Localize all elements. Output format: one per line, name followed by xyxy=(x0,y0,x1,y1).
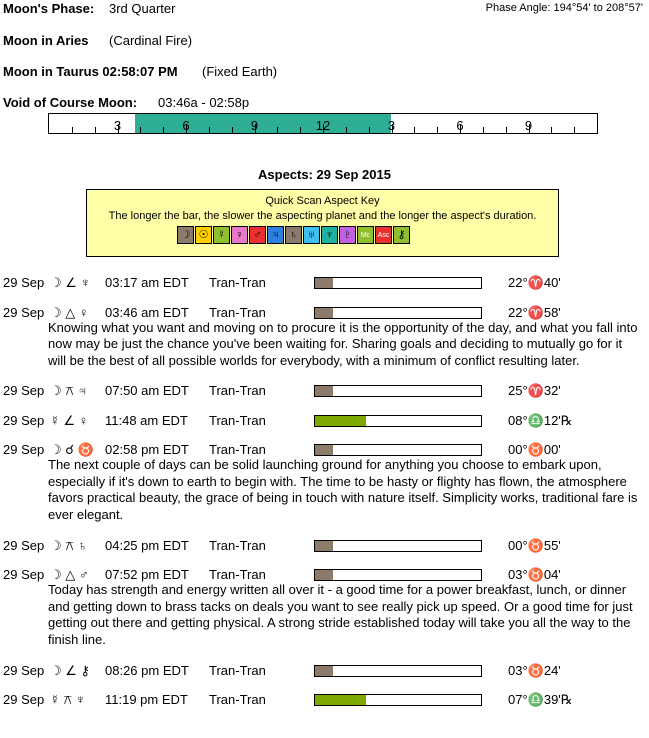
aspect-glyphs: ☽ ∠ ♆ xyxy=(50,275,91,290)
aspect-type: Tran-Tran xyxy=(209,692,266,708)
timeline-tick xyxy=(300,127,301,133)
aspect-position: 03°♉04' xyxy=(508,567,561,583)
key-subtitle: The longer the bar, the slower the aspecting planet and the longer the aspect's duration. xyxy=(108,210,537,222)
aspect-date: 29 Sep xyxy=(3,442,45,458)
timeline-hour-label: 3 xyxy=(387,118,396,133)
aspect-glyphs: ☽ △ ♀ xyxy=(50,304,89,320)
aspect-glyphs: ☽ ☌ ♉ xyxy=(50,442,94,458)
aspect-description: Today has strength and energy written all over it - a good time for a power breakfast, lunch, or dinner and getting down to brass tacks on deals you want to see really pick up speed. Or a good time for just getting out there and getting physical. A strong stride established today will take you all the way to the finish line. xyxy=(48,582,633,647)
timeline-tick xyxy=(506,127,507,133)
aspect-time: 08:26 pm EDT xyxy=(105,662,189,678)
aspects-title: Aspects: 29 Sep 2015 xyxy=(258,167,391,182)
timeline-hour-label: 12 xyxy=(315,118,331,133)
aspect-position: 07°♎39'℞ xyxy=(508,692,573,708)
timeline-hour-label: 3 xyxy=(113,118,122,133)
pluto-icon: ♇ xyxy=(339,226,356,244)
aspect-type: Tran-Tran xyxy=(209,383,266,399)
timeline-hour-label: 6 xyxy=(456,118,464,133)
aspect-duration-fill xyxy=(315,666,333,676)
aspect-date: 29 Sep xyxy=(3,537,45,553)
aspect-duration-bar xyxy=(314,569,482,581)
aspect-type: Tran-Tran xyxy=(209,304,266,320)
aspect-type: Tran-Tran xyxy=(209,412,266,428)
moon-sign-2-element: (Fixed Earth) xyxy=(202,64,278,79)
void-of-course-label: Void of Course Moon: xyxy=(3,95,138,110)
aspect-time: 11:19 pm EDT xyxy=(105,692,188,708)
aspect-time: 02:58 pm EDT xyxy=(105,442,189,458)
aspect-type: Tran-Tran xyxy=(209,275,266,290)
timeline-tick xyxy=(574,127,575,133)
moon-sign-2-label: Moon in Taurus 02:58:07 PM xyxy=(3,64,178,79)
aspect-duration-fill xyxy=(315,570,333,580)
moon-phase-value: 3rd Quarter xyxy=(109,1,176,16)
chiron-icon: ⚷ xyxy=(393,226,410,244)
aspect-duration-fill xyxy=(315,445,333,455)
aspect-glyphs: ☽ ⚻ ♄ xyxy=(50,537,88,553)
aspect-glyphs: ☽ ∠ ⚷ xyxy=(50,662,91,678)
void-of-course-timeline xyxy=(48,113,598,134)
aspect-date: 29 Sep xyxy=(3,275,45,290)
aspect-duration-bar xyxy=(314,415,482,427)
timeline-hour-label: 9 xyxy=(524,118,533,133)
aspect-duration-fill xyxy=(315,278,333,288)
aspect-duration-fill xyxy=(315,541,333,551)
aspect-duration-fill xyxy=(315,308,333,318)
aspect-duration-bar xyxy=(314,444,482,456)
aspect-date: 29 Sep xyxy=(3,383,45,399)
ascendant-icon: Asc xyxy=(375,226,392,244)
aspect-duration-fill xyxy=(315,695,366,705)
mars-icon: ♂ xyxy=(249,226,266,244)
midheaven-icon: Mc xyxy=(357,226,374,244)
aspect-time: 04:25 pm EDT xyxy=(105,537,189,553)
timeline-tick xyxy=(483,127,484,133)
quick-scan-key xyxy=(86,189,559,257)
key-title: Quick Scan Aspect Key xyxy=(265,195,380,207)
aspect-duration-bar xyxy=(314,694,482,706)
aspect-glyphs: ☽ △ ♂ xyxy=(50,567,89,583)
aspect-duration-bar xyxy=(314,277,482,289)
aspect-date: 29 Sep xyxy=(3,692,45,708)
aspect-date: 29 Sep xyxy=(3,567,45,583)
aspect-position: 00°♉00' xyxy=(508,442,561,458)
aspect-time: 07:50 am EDT xyxy=(105,383,189,399)
timeline-hour-label: 9 xyxy=(250,118,259,133)
aspect-date: 29 Sep xyxy=(3,662,45,678)
aspect-date: 29 Sep xyxy=(3,412,45,428)
timeline-tick xyxy=(551,127,552,133)
timeline-tick xyxy=(72,127,73,133)
timeline-tick xyxy=(209,127,210,133)
aspect-time: 07:52 pm EDT xyxy=(105,567,189,583)
moon-icon: ☽ xyxy=(177,226,194,244)
aspect-glyphs: ☽ ⚻ ♃ xyxy=(50,383,88,399)
aspect-time: 03:17 am EDT xyxy=(105,275,189,290)
aspect-type: Tran-Tran xyxy=(209,537,266,553)
planet-glyph-key xyxy=(177,226,411,244)
aspect-type: Tran-Tran xyxy=(209,442,266,458)
timeline-tick xyxy=(95,127,96,133)
jupiter-icon: ♃ xyxy=(267,226,284,244)
timeline-tick xyxy=(369,127,370,133)
aspect-position: 00°♉55' xyxy=(508,537,561,553)
phase-angle: Phase Angle: 194°54' to 208°57' xyxy=(485,2,643,14)
timeline-tick xyxy=(232,127,233,133)
uranus-icon: ♅ xyxy=(303,226,320,244)
aspect-type: Tran-Tran xyxy=(209,662,266,678)
aspect-time: 11:48 am EDT xyxy=(105,412,188,428)
mercury-icon: ☿ xyxy=(213,226,230,244)
aspect-type: Tran-Tran xyxy=(209,567,266,583)
venus-icon: ♀ xyxy=(231,226,248,244)
aspect-duration-bar xyxy=(314,540,482,552)
moon-sign-1-label: Moon in Aries xyxy=(3,33,89,48)
timeline-tick xyxy=(163,127,164,133)
aspect-description: The next couple of days can be solid launching ground for anything you choose to embark upon, especially if it's down to earth to begin with. The time to be hasty or flighty has flown, the atmosphere favors practical beauty, the grace of being in touch with nature itself. Simplicity works, traditional fare is ever elegant. xyxy=(48,457,638,523)
aspect-position: 22°♈40' xyxy=(508,275,561,290)
aspect-date: 29 Sep xyxy=(3,304,45,320)
moon-phase-label: Moon's Phase: xyxy=(3,1,95,16)
aspect-position: 22°♈58' xyxy=(508,304,561,320)
neptune-icon: ♆ xyxy=(321,226,338,244)
timeline-hour-label: 6 xyxy=(182,118,190,133)
aspect-position: 03°♉24' xyxy=(508,662,561,678)
timeline-tick xyxy=(346,127,347,133)
timeline-tick xyxy=(414,127,415,133)
aspect-description: Knowing what you want and moving on to procure it is the opportunity of the day, and what you fall into now may be just the chance you've been waiting for. Sharing goals and deciding to mutually go for it will be the best of all possible worlds for everybody, with a minimum of conflict resulting later. xyxy=(48,319,638,368)
aspect-position: 08°♎12'℞ xyxy=(508,412,573,428)
aspect-time: 03:46 am EDT xyxy=(105,304,189,320)
aspect-glyphs: ☿ ∠ ♀ xyxy=(50,412,89,428)
aspect-glyphs: ☿ ⚻ ♆ xyxy=(50,692,86,708)
aspect-duration-bar xyxy=(314,307,482,319)
aspect-duration-fill xyxy=(315,386,333,396)
timeline-tick xyxy=(140,127,141,133)
sun-icon: ☉ xyxy=(195,226,212,244)
aspect-duration-bar xyxy=(314,665,482,677)
aspect-position: 25°♈32' xyxy=(508,383,561,399)
timeline-tick xyxy=(437,127,438,133)
void-of-course-value: 03:46a - 02:58p xyxy=(158,95,250,110)
moon-sign-1-element: (Cardinal Fire) xyxy=(109,33,193,48)
timeline-tick xyxy=(277,127,278,133)
aspect-duration-fill xyxy=(315,416,366,426)
aspect-duration-bar xyxy=(314,385,482,397)
saturn-icon: ♄ xyxy=(285,226,302,244)
